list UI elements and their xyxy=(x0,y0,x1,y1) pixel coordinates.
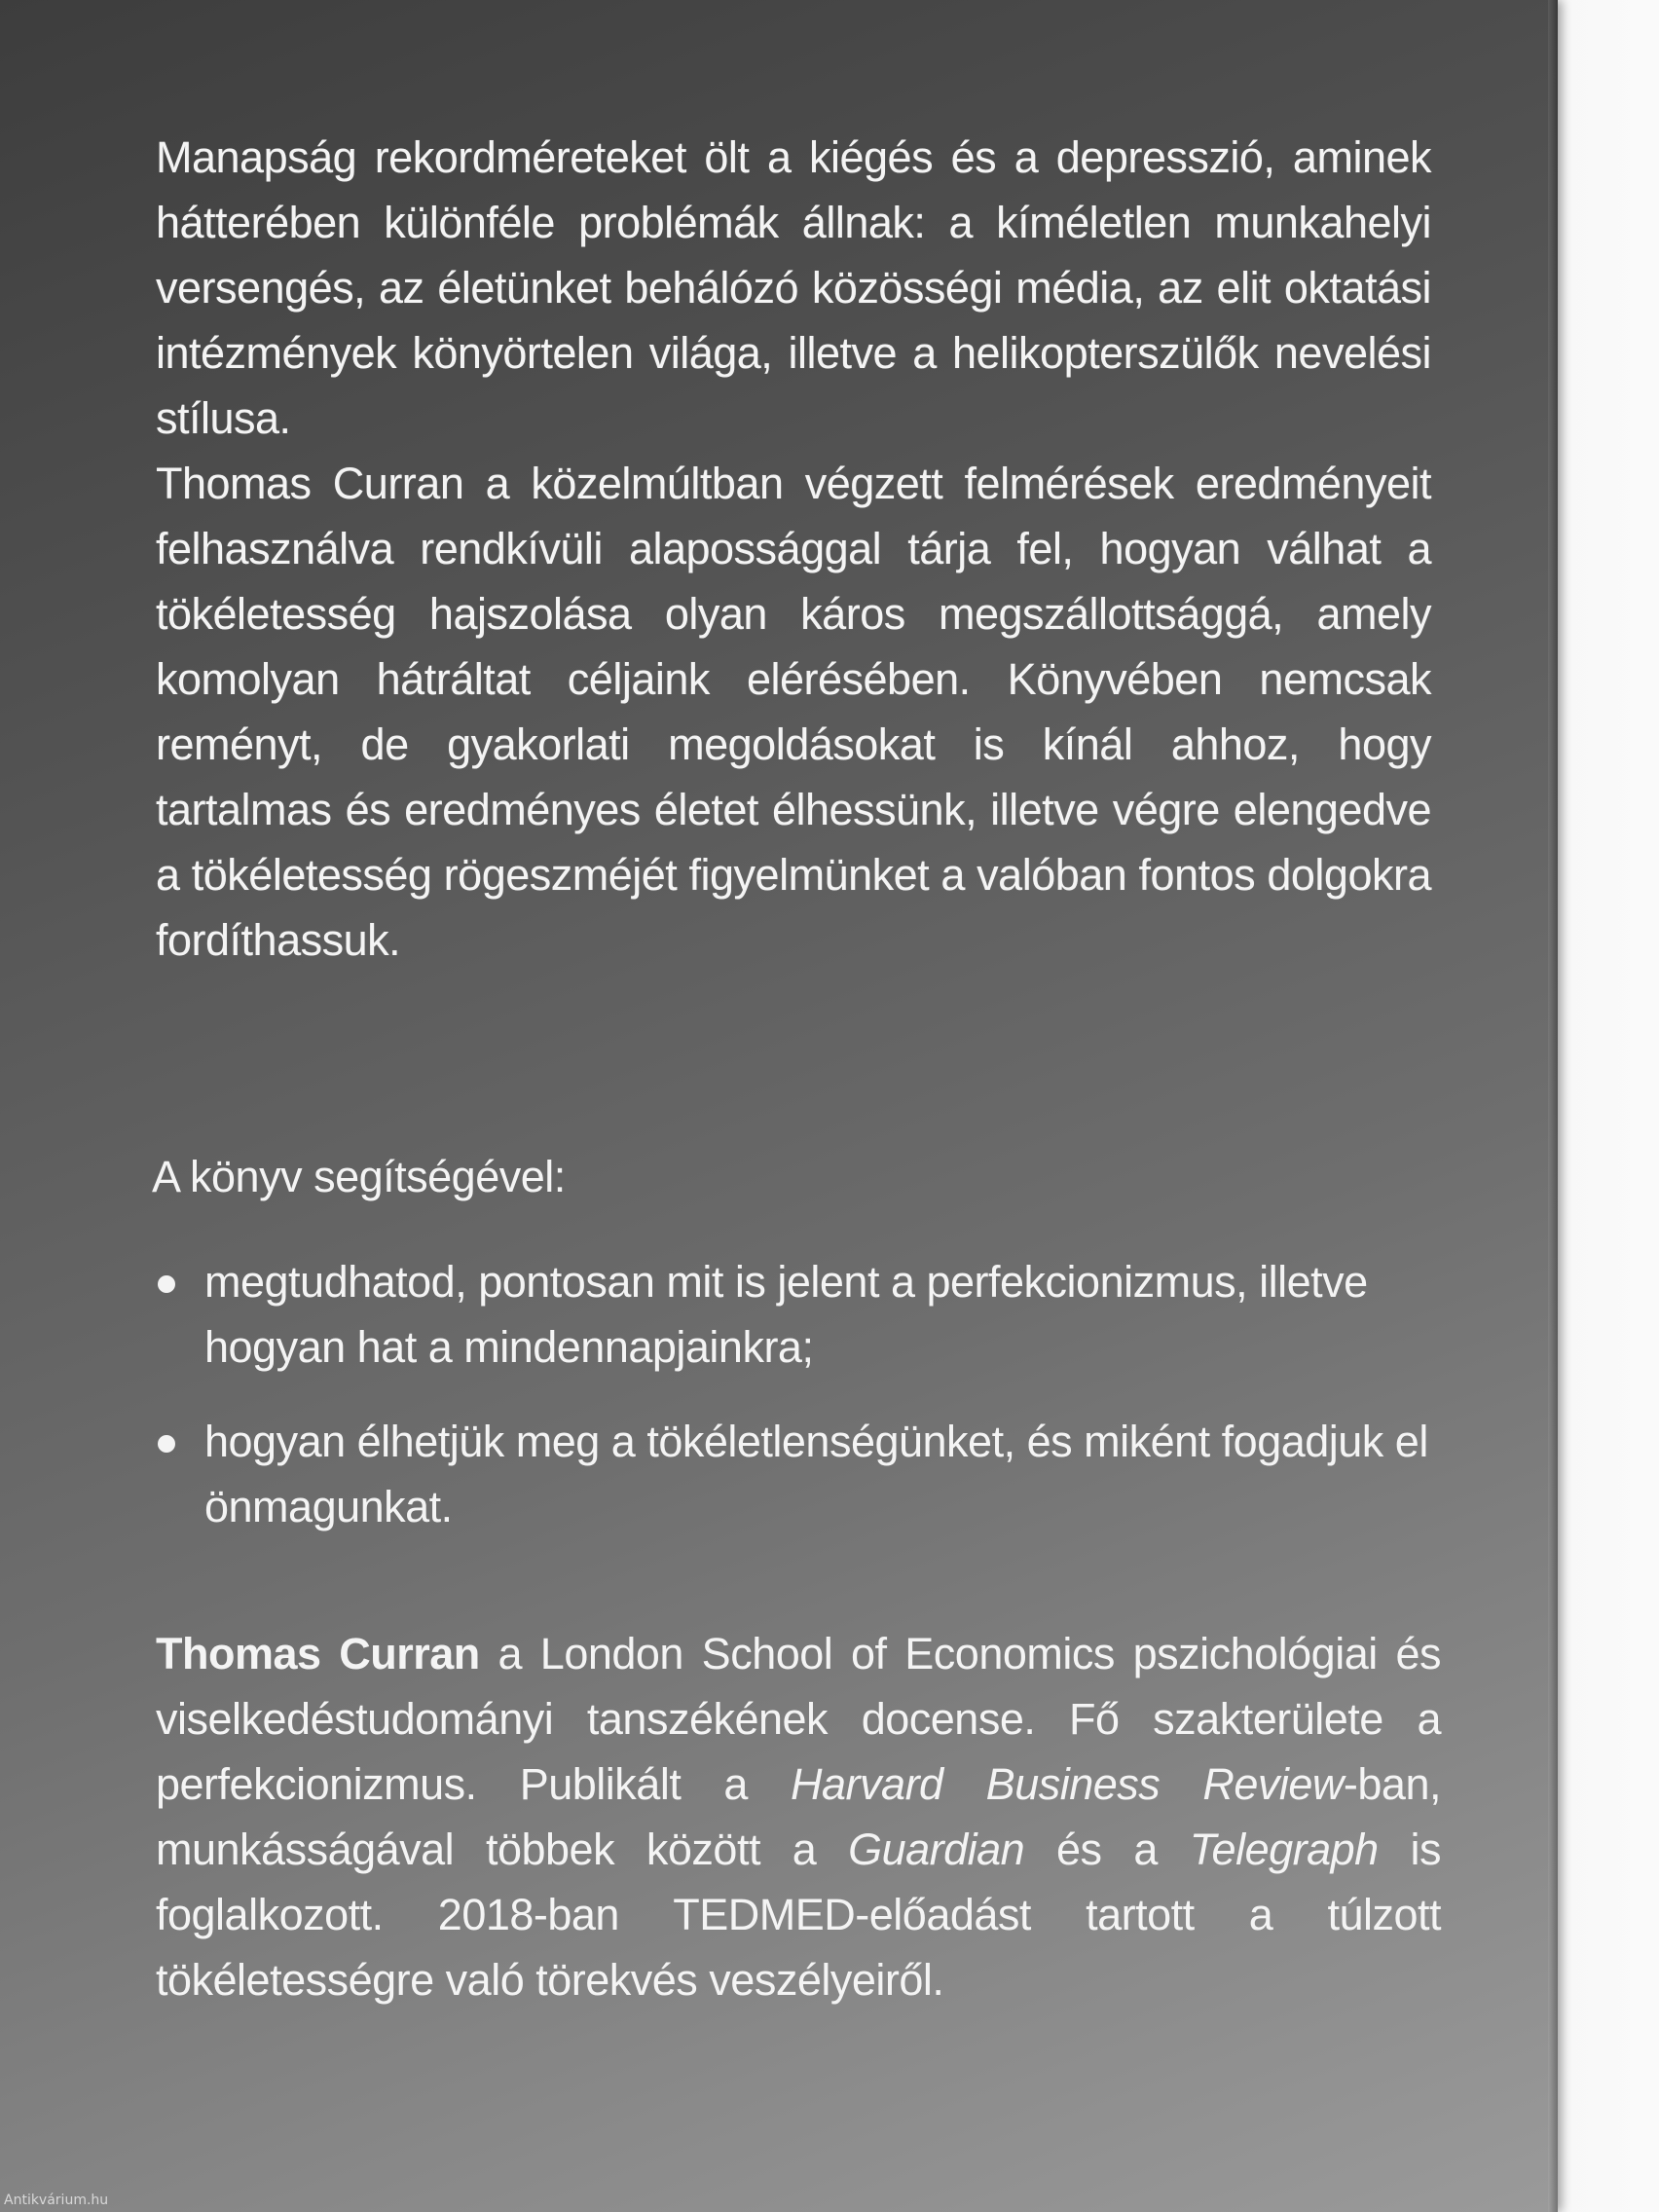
bio-text-3: és a xyxy=(1024,1825,1190,1874)
list-item xyxy=(152,1249,1456,1380)
bullet-icon xyxy=(158,1435,175,1453)
bio-publication-2: Guardian xyxy=(848,1825,1025,1874)
bio-publication-1: Harvard Business Review xyxy=(791,1759,1344,1809)
list-item xyxy=(152,1409,1456,1539)
bio-text-2: -ban, munkásságával többek között a xyxy=(156,1759,1441,1874)
bio-publication-3: Telegraph xyxy=(1189,1825,1379,1874)
author-bio xyxy=(156,1621,1441,2012)
benefit-text-2: hogyan élhetjük meg a tökéletlenségünket, és miként fogadjuk el önmagunkat. xyxy=(204,1417,1428,1531)
benefits-heading: A könyv segítségével: xyxy=(152,1152,566,1201)
author-name: Thomas Curran xyxy=(156,1629,480,1678)
bio-text-1: a London School of Economics pszichológiai és viselkedéstudományi tanszékének docense. Fő szakterülete a perfekcionizmus. Publikált a xyxy=(156,1629,1441,1809)
book-description xyxy=(156,125,1431,973)
description-paragraph-2: Thomas Curran a közelmúltban végzett felmérések eredményeit felhasználva rendkívüli alapossággal tárja fel, hogyan válhat a tökéletesség hajszolása olyan káros megszállottsággá, amely komolyan hátráltat céljaink elérésében. Könyvében nemcsak reményt, de gyakorlati megoldásokat is kínál ahhoz, hogy tartalmas és eredményes életet élhessünk, illetve végre elengedve a tökéletesség rögeszméjét figyelmünket a valóban fontos dolgokra fordíthassuk. xyxy=(156,459,1431,965)
bio-text-4: is foglalkozott. 2018-ban TEDMED-előadást tartott a túlzott tökéletességre való törekvés veszélyeiről. xyxy=(156,1825,1442,2005)
source-watermark: Antikvárium.hu xyxy=(4,2193,109,2208)
benefits-list xyxy=(152,1249,1456,1568)
cover-edge-shadow xyxy=(1548,0,1558,2212)
benefit-text-1: megtudhatod, pontosan mit is jelent a perfekcionizmus, illetve hogyan hat a mindennapjainkra; xyxy=(204,1257,1368,1372)
bullet-icon xyxy=(158,1275,175,1293)
description-paragraph-1: Manapság rekordméreteket ölt a kiégés és a depresszió, aminek hátterében különféle problémák állnak: a kíméletlen munkahelyi versengés, az életünket behálózó közösségi média, az elit oktatási intézmények könyörtelen világa, illetve a helikopterszülők nevelési stílusa. xyxy=(156,132,1431,443)
